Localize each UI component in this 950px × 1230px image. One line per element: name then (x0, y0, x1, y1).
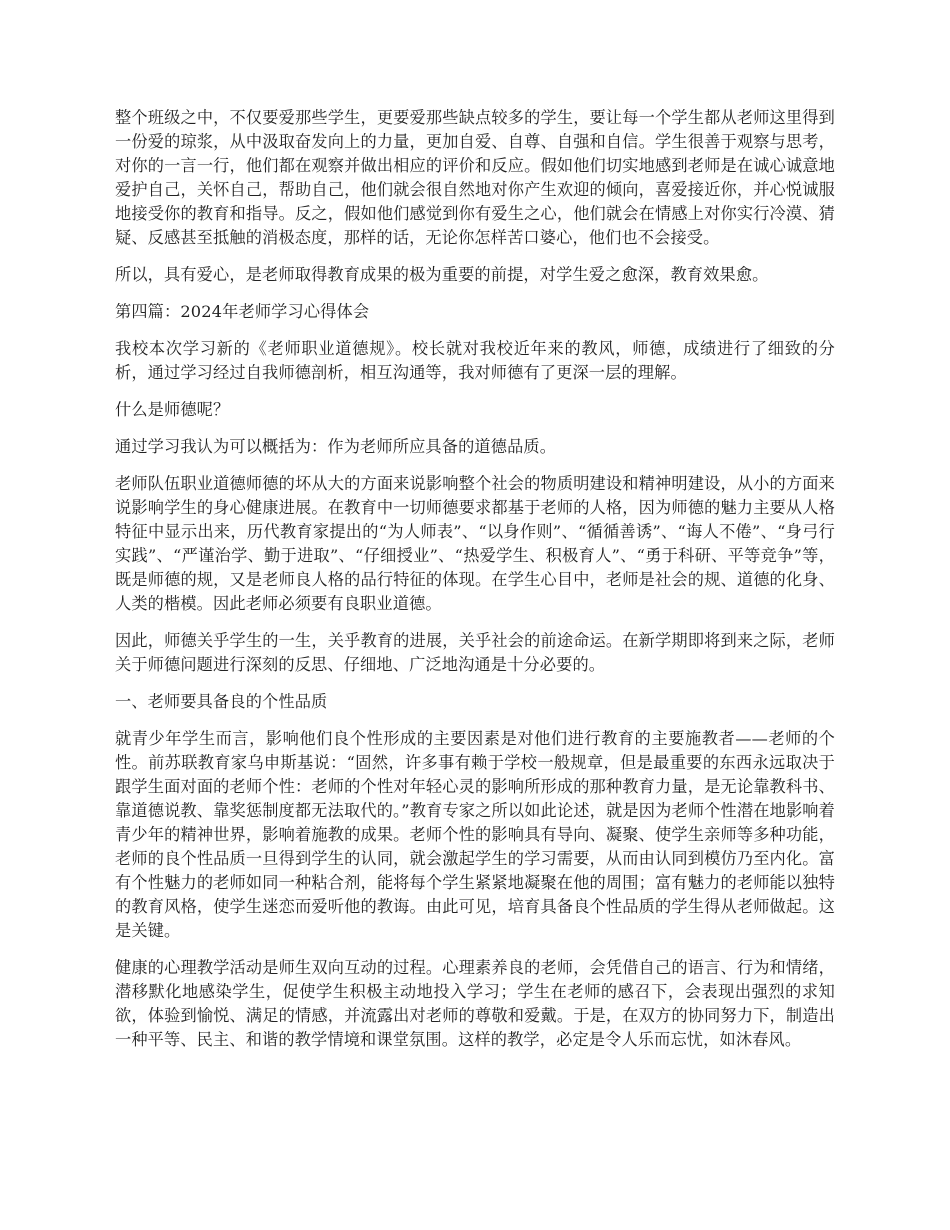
subheading-personality-quality: 一、老师要具备良的个性品质 (115, 692, 328, 711)
paragraph-teacher-personality: 就青少年学生而言，影响他们良个性形成的主要因素是对他们进行教育的主要施教者——老师的个性。前苏联教育家乌申斯基说：“固然，许多事有赖于学校一般规章，但是最重要的东西永远取决于跟学生面对面的老师个性：老师的个性对年轻心灵的影响所形成的那种教育力量，是无论靠教科书、靠道德说教、靠奖惩制度都无法取代的。”教育专家之所以如此论述，就是因为老师个性潜在地影响着青少年的精神世界，影响着施教的成果。老师个性的影响具有导向、凝聚、使学生亲师等多种功能，老师的良个性品质一旦得到学生的认同，就会激起学生的学习需要，从而由认同到模仿乃至内化。富有个性魅力的老师如同一种粘合剂，能将每个学生紧紧地凝聚在他的周围；富有魅力的老师能以独特的教育风格，使学生迷恋而爱听他的教诲。由此可见，培育具备良个性品质的学生得从老师做起。这是关键。 (115, 729, 836, 940)
paragraph-school-study: 我校本次学习新的《老师职业道德规》。校长就对我校近年来的教风，师德，成绩进行了细致的分析，通过学习经过自我师德剖析，相互沟通等，我对师德有了更深一层的理解。 (115, 339, 835, 382)
paragraph-question-what-is-ethics: 什么是师德呢？ (115, 400, 230, 419)
paragraph-ethics-definition: 通过学习我认为可以概括为：作为老师所应具备的道德品质。 (115, 437, 557, 456)
paragraph-love-premise: 所以，具有爱心，是老师取得教育成果的极为重要的前提，对学生爱之愈深，教育效果愈。 (115, 265, 769, 284)
document-body (115, 106, 835, 1065)
paragraph-healthy-psychology: 健康的心理教学活动是师生双向互动的过程。心理素养良的老师，会凭借自己的语言、行为和情绪，潜移默化地感染学生，促使学生积极主动地投入学习；学生在老师的感召下，会表现出强烈的求知欲，体验到愉悦、满足的情感，并流露出对老师的尊敬和爱戴。于是，在双方的协同努力下，制造出一种平等、民主、和谐的教学情境和课堂氛围。这样的教学，必定是令人乐而忘忧，如沐春风。 (115, 958, 835, 1049)
paragraph-love-all-students: 整个班级之中，不仅要爱那些学生，更要爱那些缺点较多的学生，要让每一个学生都从老师这里得到一份爱的琼浆，从中汲取奋发向上的力量，更加自爱、自尊、自强和自信。学生很善于观察与思考，对你的一言一行，他们都在观察并做出相应的评价和反应。假如他们切实地感到老师是在诚心诚意地爱护自己，关怀自己，帮助自己，他们就会很自然地对你产生欢迎的倾向，喜爱接近你，并心悦诚服地接受你的教育和指导。反之，假如他们感觉到你有爱生之心，他们就会在情感上对你实行冷漠、猜疑、反感甚至抵触的消极态度，那样的话，无论你怎样苦口婆心，他们也不会接受。 (115, 108, 835, 247)
section-heading-part-four: 第四篇：2024年老师学习心得体会 (115, 302, 370, 321)
paragraph-ethics-impact: 老师队伍职业道德师德的坏从大的方面来说影响整个社会的物质明建设和精神明建设，从小的方面来说影响学生的身心健康进展。在教育中一切师德要求都基于老师的人格，因为师德的魅力主要从人格特征中显示出来，历代教育家提出的“为人师表”、“以身作则”、“循循善诱”、“诲人不倦”、“身弓行实践”、“严谨治学、勤于进取”、“仔细授业”、“热爱学生、积极育人”、“勇于科研、平等竞争”等，既是师德的规，又是老师良人格的品行特征的体现。在学生心目中，老师是社会的规、道德的化身、人类的楷模。因此老师必须要有良职业道德。 (115, 474, 835, 613)
paragraph-ethics-importance: 因此，师德关乎学生的一生，关乎教育的进展，关乎社会的前途命运。在新学期即将到来之际，老师关于师德问题进行深刻的反思、仔细地、广泛地沟通是十分必要的。 (115, 631, 835, 674)
